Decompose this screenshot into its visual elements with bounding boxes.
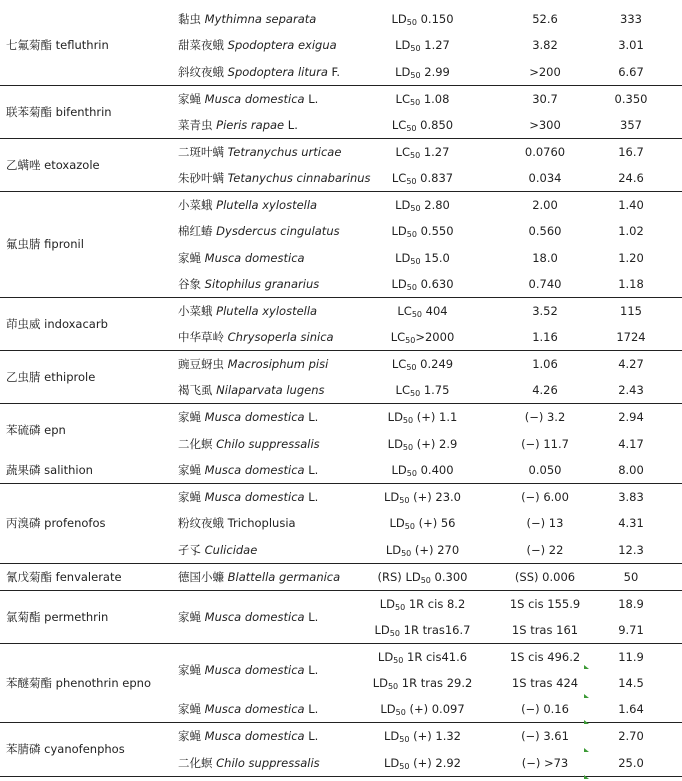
species-cell: 谷象 Sitophilus granarius bbox=[178, 277, 320, 291]
value-cell: 6.67 bbox=[618, 65, 644, 79]
species-cell: 二化螟 Chilo suppressalis bbox=[178, 437, 320, 451]
row-separator bbox=[0, 590, 682, 591]
value-cell: 1.64 bbox=[618, 702, 644, 716]
value-cell: 4.17 bbox=[618, 437, 644, 451]
ratio-cell: 3.52 bbox=[532, 304, 558, 318]
value-cell: 1724 bbox=[616, 330, 646, 344]
toxicity-cell: $LD_{50}$ 1R tras16.7 bbox=[374, 623, 471, 638]
row-separator bbox=[0, 350, 682, 351]
ratio-cell: 1S cis 155.9 bbox=[509, 597, 581, 611]
value-cell: 2.70 bbox=[618, 729, 644, 743]
toxicity-cell: $LC_{50}$ 0.837 bbox=[391, 171, 454, 186]
row-separator bbox=[0, 776, 682, 777]
ratio-cell: 0.740 bbox=[528, 277, 562, 291]
ratio-cell: (−) >73 bbox=[521, 756, 569, 770]
ratio-cell: 0.050 bbox=[528, 463, 562, 477]
value-cell: 4.31 bbox=[618, 516, 644, 530]
toxicity-cell: $LC_{50}>2000$ bbox=[390, 330, 455, 345]
toxicity-cell: $LD_{50}$ (+) 270 bbox=[385, 543, 460, 558]
species-cell: 家蝇 Musca domestica L. bbox=[178, 92, 319, 106]
toxicity-cell: $LD_{50}$ 1R cis41.6 bbox=[377, 650, 468, 665]
species-cell: 家蝇 Musca domestica L. bbox=[178, 490, 319, 504]
ratio-cell: 1S tras 424 bbox=[511, 676, 579, 690]
species-cell: 小菜蛾 Plutella xylostella bbox=[178, 304, 318, 318]
ratio-cell: 2.00 bbox=[532, 198, 558, 212]
ratio-cell: (−) 6.00 bbox=[521, 490, 569, 504]
value-cell: 115 bbox=[620, 304, 642, 318]
ratio-cell: 0.034 bbox=[528, 171, 562, 185]
compound-name: 乙螨唑 etoxazole bbox=[6, 158, 100, 172]
ratio-cell: (−) 11.7 bbox=[521, 437, 569, 451]
value-cell: 333 bbox=[620, 12, 642, 26]
row-separator bbox=[0, 483, 682, 484]
toxicity-cell: $LD_{50}$ 1R cis 8.2 bbox=[379, 597, 466, 612]
toxicity-cell: $LD_{50}$ 0.150 bbox=[391, 12, 454, 27]
ratio-cell: (SS) 0.006 bbox=[514, 570, 576, 584]
toxicity-cell: $LD_{50}$ 15.0 bbox=[395, 251, 450, 266]
toxicity-cell: $LD_{50}$ 1R tras 29.2 bbox=[372, 676, 473, 691]
value-cell: 4.27 bbox=[618, 357, 644, 371]
ratio-cell: 0.0760 bbox=[524, 145, 566, 159]
ratio-cell: 30.7 bbox=[532, 92, 558, 106]
toxicity-cell: $LC_{50}$ 1.08 bbox=[395, 92, 450, 107]
value-cell: 9.71 bbox=[618, 623, 644, 637]
toxicity-cell: $LD_{50}$ 1.27 bbox=[395, 38, 450, 53]
ratio-cell: 1.06 bbox=[532, 357, 558, 371]
species-cell: 甜菜夜蛾 Spodoptera exigua bbox=[178, 38, 337, 52]
value-cell: 11.9 bbox=[618, 650, 644, 664]
ratio-cell: 0.560 bbox=[528, 224, 562, 238]
compound-name: 蔬果磷 salithion bbox=[6, 463, 93, 477]
toxicity-cell: $LD_{50}$ (+) 23.0 bbox=[384, 490, 461, 505]
value-cell: 3.83 bbox=[618, 490, 644, 504]
species-cell: 家蝇 Musca domestica L. bbox=[178, 410, 319, 424]
species-cell: 二化螟 Chilo suppressalis bbox=[178, 756, 320, 770]
toxicity-cell: $LD_{50}$ (+) 2.92 bbox=[384, 756, 461, 771]
ratio-cell: 18.0 bbox=[532, 251, 558, 265]
species-cell: 褐飞虱 Nilaparvata lugens bbox=[178, 383, 325, 397]
species-cell: 家蝇 Musca domestica L. bbox=[178, 463, 319, 477]
value-cell: 14.5 bbox=[618, 676, 644, 690]
species-cell: 黏虫 Mythimna separata bbox=[178, 12, 317, 26]
ratio-cell: 52.6 bbox=[532, 12, 558, 26]
compound-name: 苯醚菊酯 phenothrin epno bbox=[6, 676, 152, 690]
toxicity-cell: $LD_{50}$ (+) 56 bbox=[389, 516, 456, 531]
species-cell: 斜纹夜蛾 Spodoptera litura F. bbox=[178, 65, 340, 79]
toxicity-cell: $LD_{50}$ (+) 0.097 bbox=[380, 702, 465, 717]
row-separator bbox=[0, 643, 682, 644]
toxicity-cell: $LC_{50}$ 1.27 bbox=[395, 145, 450, 160]
comment-marker-icon bbox=[584, 775, 589, 779]
compound-name: 联苯菊酯 bifenthrin bbox=[6, 105, 112, 119]
value-cell: 18.9 bbox=[618, 597, 644, 611]
species-cell: 豌豆蚜虫 Macrosiphum pisi bbox=[178, 357, 329, 371]
row-separator bbox=[0, 191, 682, 192]
ratio-cell: >200 bbox=[529, 65, 561, 79]
ratio-cell: 1S cis 496.2 bbox=[509, 650, 581, 664]
row-separator bbox=[0, 722, 682, 723]
compound-name: 氰戊菊酯 fenvalerate bbox=[6, 570, 122, 584]
value-cell: 357 bbox=[620, 118, 642, 132]
value-cell: 2.94 bbox=[618, 410, 644, 424]
ratio-cell: 3.82 bbox=[532, 38, 558, 52]
row-separator bbox=[0, 403, 682, 404]
value-cell: 1.18 bbox=[618, 277, 644, 291]
value-cell: 24.6 bbox=[618, 171, 644, 185]
ratio-cell: >300 bbox=[529, 118, 561, 132]
ratio-cell: (−) 0.16 bbox=[521, 702, 569, 716]
ratio-cell: (−) 3.2 bbox=[524, 410, 566, 424]
species-cell: 粉纹夜蛾 Trichoplusia bbox=[178, 516, 296, 530]
toxicity-cell: $LD_{50}$ 2.80 bbox=[395, 198, 450, 213]
ratio-cell: (−) 3.61 bbox=[521, 729, 569, 743]
comment-marker-icon bbox=[584, 720, 589, 724]
toxicity-cell: (RS) $LD_{50}$ 0.300 bbox=[377, 570, 468, 585]
toxicity-cell: $LD_{50}$ (+) 2.9 bbox=[387, 437, 458, 452]
comment-marker-icon bbox=[584, 694, 589, 698]
ratio-cell: 4.26 bbox=[532, 383, 558, 397]
toxicity-cell: $LC_{50}$ 0.249 bbox=[391, 357, 454, 372]
value-cell: 16.7 bbox=[618, 145, 644, 159]
species-cell: 小菜蛾 Plutella xylostella bbox=[178, 198, 318, 212]
row-separator bbox=[0, 138, 682, 139]
toxicity-cell: $LD_{50}$ 2.99 bbox=[395, 65, 450, 80]
value-cell: 1.02 bbox=[618, 224, 644, 238]
value-cell: 50 bbox=[623, 570, 639, 584]
species-cell: 家蝇 Musca domestica L. bbox=[178, 663, 319, 677]
value-cell: 8.00 bbox=[618, 463, 644, 477]
compound-name: 乙虫腈 ethiprole bbox=[6, 370, 96, 384]
value-cell: 2.43 bbox=[618, 383, 644, 397]
value-cell: 1.20 bbox=[618, 251, 644, 265]
species-cell: 家蝇 Musca domestica L. bbox=[178, 729, 319, 743]
ratio-cell: 1.16 bbox=[532, 330, 558, 344]
species-cell: 家蝇 Musca domestica L. bbox=[178, 702, 319, 716]
species-cell: 棉红蝽 Dysdercus cingulatus bbox=[178, 224, 340, 238]
toxicity-cell: $LC_{50}$ 404 bbox=[397, 304, 448, 319]
compound-name: 氟虫腈 fipronil bbox=[6, 237, 84, 251]
compound-name: 苯腈磷 cyanofenphos bbox=[6, 742, 125, 756]
toxicity-cell: $LD_{50}$ (+) 1.1 bbox=[387, 410, 458, 425]
compound-name: 七氟菊酯 tefluthrin bbox=[6, 38, 109, 52]
toxicity-cell: $LD_{50}$ 0.550 bbox=[391, 224, 454, 239]
species-cell: 菜青虫 Pieris rapae L. bbox=[178, 118, 298, 132]
compound-name: 苯硫磷 epn bbox=[6, 423, 66, 437]
ratio-cell: (−) 13 bbox=[526, 516, 564, 530]
compound-name: 氯菊酯 permethrin bbox=[6, 610, 109, 624]
species-cell: 朱砂叶螨 Tetanychus cinnabarinus bbox=[178, 171, 371, 185]
species-cell: 家蝇 Musca domestica bbox=[178, 251, 305, 265]
row-separator bbox=[0, 85, 682, 86]
row-separator bbox=[0, 563, 682, 564]
comment-marker-icon bbox=[584, 665, 589, 669]
species-cell: 中华草岭 Chrysoperla sinica bbox=[178, 330, 334, 344]
species-cell: 家蝇 Musca domestica L. bbox=[178, 610, 319, 624]
comment-marker-icon bbox=[584, 748, 589, 752]
value-cell: 25.0 bbox=[618, 756, 644, 770]
ratio-cell: 1S tras 161 bbox=[511, 623, 579, 637]
toxicity-cell: $LC_{50}$ 1.75 bbox=[395, 383, 450, 398]
toxicity-cell: $LD_{50}$ (+) 1.32 bbox=[384, 729, 461, 744]
compound-name: 丙溴磷 profenofos bbox=[6, 516, 106, 530]
value-cell: 3.01 bbox=[618, 38, 644, 52]
species-cell: 德国小蠊 Blattella germanica bbox=[178, 570, 341, 584]
value-cell: 0.350 bbox=[614, 92, 648, 106]
species-cell: 孑孓 Culicidae bbox=[178, 543, 258, 557]
value-cell: 12.3 bbox=[618, 543, 644, 557]
toxicity-cell: $LC_{50}$ 0.850 bbox=[391, 118, 454, 133]
ratio-cell: (−) 22 bbox=[526, 543, 564, 557]
toxicity-cell: $LD_{50}$ 0.400 bbox=[391, 463, 454, 478]
compound-name: 茚虫威 indoxacarb bbox=[6, 317, 108, 331]
value-cell: 1.40 bbox=[618, 198, 644, 212]
toxicity-cell: $LD_{50}$ 0.630 bbox=[391, 277, 454, 292]
species-cell: 二斑叶螨 Tetranychus urticae bbox=[178, 145, 342, 159]
row-separator bbox=[0, 297, 682, 298]
